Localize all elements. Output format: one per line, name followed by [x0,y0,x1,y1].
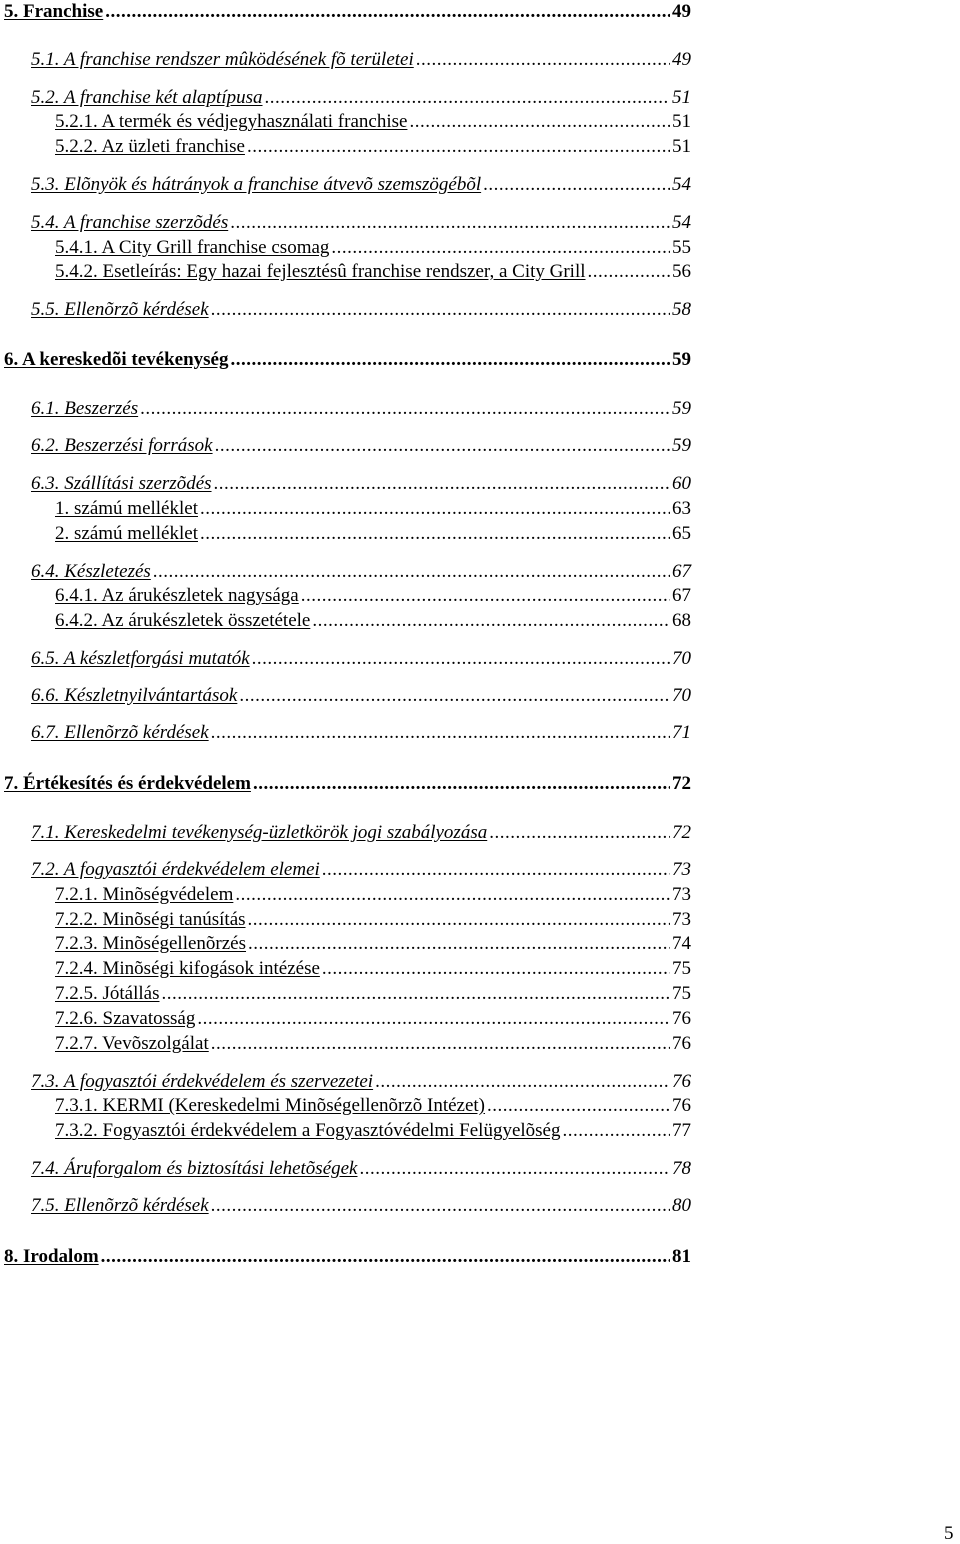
toc-entry-page: 59 [672,398,691,419]
toc-entry[interactable] [55,883,691,907]
toc-entry-title[interactable]: 7.4. Áruforgalom és biztosítási lehetõségek [31,1158,358,1179]
toc-entry[interactable] [55,497,691,521]
toc-entry[interactable] [55,236,691,260]
toc-entry[interactable] [31,48,691,72]
toc-entry-title[interactable]: 7.2.7. Vevõszolgálat [55,1033,209,1054]
toc-entry[interactable] [31,397,691,421]
toc-entry-title[interactable]: 5.2.1. A termék és védjegyhasználati franchise [55,111,408,132]
dot-leader [265,86,670,110]
toc-entry-page: 60 [672,473,691,494]
toc-entry[interactable] [4,1245,691,1269]
dot-leader [211,721,670,745]
toc-entry-title[interactable]: 5.4. A franchise szerzõdés [31,212,229,233]
dot-leader [230,348,670,372]
toc-entry[interactable] [31,858,691,882]
toc-entry[interactable] [55,908,691,932]
toc-entry-title[interactable]: 7.2.5. Jótállás [55,983,160,1004]
toc-entry-title[interactable]: 6.5. A készletforgási mutatók [31,648,250,669]
toc-entry-page: 67 [672,561,691,582]
toc-entry-page: 56 [672,261,691,282]
toc-entry-page: 71 [672,722,691,743]
toc-entry-title[interactable]: 2. számú melléklet [55,523,198,544]
dot-leader [211,298,670,322]
page-number: 5 [944,1523,954,1544]
toc-entry-page: 68 [672,610,691,631]
toc-entry[interactable] [31,1194,691,1218]
dot-leader [375,1070,670,1094]
dot-leader [162,982,671,1006]
toc-entry-page: 76 [672,1071,691,1092]
toc-entry-title[interactable]: 7.2.1. Minõségvédelem [55,884,234,905]
dot-leader [235,883,670,907]
dot-leader [239,684,670,708]
toc-entry-title[interactable]: 7.1. Kereskedelmi tevékenység-üzletkörök jogi szabályozása [31,822,488,843]
toc-entry-title[interactable]: 8. Irodalom [4,1246,99,1267]
dot-leader [409,110,670,134]
toc-entry-page: 76 [672,1008,691,1029]
toc-entry[interactable] [31,472,691,496]
toc-entry-title[interactable]: 7.3.2. Fogyasztói érdekvédelem a Fogyasztóvédelmi Felügyelõség [55,1120,561,1141]
toc-entry-page: 55 [672,237,691,258]
toc-entry-title[interactable]: 5.5. Ellenõrzõ kérdések [31,299,209,320]
toc-entry[interactable] [55,584,691,608]
dot-leader [301,584,670,608]
dot-leader [588,260,670,284]
dot-leader [140,397,670,421]
toc-entry-title[interactable]: 5.1. A franchise rendszer mûködésének fõ területei [31,49,414,70]
toc-entry-page: 49 [672,1,691,22]
toc-entry[interactable] [55,1007,691,1031]
toc-entry-page: 51 [672,87,691,108]
toc-entry-page: 70 [672,685,691,706]
toc-entry-page: 59 [672,349,691,370]
toc-entry[interactable] [55,110,691,134]
toc-entry-page: 76 [672,1095,691,1116]
toc-entry-page: 72 [672,822,691,843]
dot-leader [105,0,670,24]
toc-entry[interactable] [31,173,691,197]
toc-entry-title[interactable]: 7.5. Ellenõrzõ kérdések [31,1195,209,1216]
toc-entry-page: 73 [672,884,691,905]
toc-entry-title[interactable]: 6.3. Szállítási szerzõdés [31,473,212,494]
toc-entry[interactable] [31,821,691,845]
toc-entry-page: 80 [672,1195,691,1216]
toc-entry-title[interactable]: 7.2.6. Szavatosság [55,1008,196,1029]
toc-entry-page: 75 [672,958,691,979]
toc-entry-page: 67 [672,585,691,606]
toc-entry-title[interactable]: 6.1. Beszerzés [31,398,139,419]
toc-entry[interactable] [55,522,691,546]
toc-entry-page: 74 [672,933,691,954]
toc-entry[interactable] [55,1032,691,1056]
toc-entry[interactable] [55,982,691,1006]
toc-entry[interactable] [4,772,691,796]
dot-leader [322,858,670,882]
toc-entry-title[interactable]: 5. Franchise [4,1,104,22]
toc-entry[interactable] [31,684,691,708]
toc-entry-page: 65 [672,523,691,544]
dot-leader [214,472,670,496]
toc-entry[interactable] [4,348,691,372]
dot-leader [211,1194,670,1218]
toc-entry-title[interactable]: 5.3. Elõnyök és hátrányok a franchise átvevõ szemszögébõl [31,174,482,195]
toc-entry-title[interactable]: 5.2.2. Az üzleti franchise [55,136,245,157]
toc-entry[interactable] [31,721,691,745]
toc-entry-title[interactable]: 6.4.1. Az árukészletek nagysága [55,585,299,606]
toc-entry-title[interactable]: 5.2. A franchise két alaptípusa [31,87,263,108]
toc-entry[interactable] [31,560,691,584]
toc-entry-title[interactable]: 6.6. Készletnyilvántartások [31,685,238,706]
toc-entry[interactable] [55,609,691,633]
toc-entry-title[interactable]: 7.3.1. KERMI (Kereskedelmi Minõségellenõrzõ Intézet) [55,1095,486,1116]
dot-leader [312,609,670,633]
dot-leader [230,211,670,235]
dot-leader [153,560,670,584]
dot-leader [211,1032,670,1056]
toc-entry[interactable] [55,260,691,284]
toc-entry-title[interactable]: 7.2.3. Minõségellenõrzés [55,933,247,954]
dot-leader [322,957,670,981]
dot-leader [197,1007,670,1031]
dot-leader [200,497,670,521]
toc-entry[interactable] [4,0,691,24]
dot-leader [200,522,670,546]
dot-leader [101,1245,670,1269]
toc-entry[interactable] [31,1070,691,1094]
toc-entry-title[interactable]: 5.4.2. Esetleírás: Egy hazai fejlesztésû franchise rendszer, a City Grill [55,261,586,282]
toc-entry-page: 76 [672,1033,691,1054]
toc-entry-page: 73 [672,859,691,880]
dot-leader [360,1157,671,1181]
toc-entry-page: 51 [672,136,691,157]
toc-entry-title[interactable]: 6.2. Beszerzési források [31,435,213,456]
toc-entry-title[interactable]: 6. A kereskedõi tevékenység [4,349,229,370]
toc-entry-title[interactable]: 6.4. Készletezés [31,561,151,582]
dot-leader [489,821,670,845]
toc-entry-page: 58 [672,299,691,320]
toc-entry-page: 81 [672,1246,691,1267]
toc-entry[interactable] [55,1119,691,1143]
toc-entry-page: 51 [672,111,691,132]
toc-entry[interactable] [31,211,691,235]
toc-entry-title[interactable]: 6.4.2. Az árukészletek összetétele [55,610,311,631]
toc-entry-page: 70 [672,648,691,669]
toc-entry-title[interactable]: 7.2.4. Minõségi kifogások intézése [55,958,320,979]
toc-entry[interactable] [31,434,691,458]
toc-entry-title[interactable]: 7.3. A fogyasztói érdekvédelem és szervezetei [31,1071,374,1092]
dot-leader [248,932,670,956]
toc-entry-title[interactable]: 7.2.2. Minõségi tanúsítás [55,909,246,930]
toc-entry-title[interactable]: 7.2. A fogyasztói érdekvédelem elemei [31,859,320,880]
toc-entry[interactable] [55,932,691,956]
toc-entry[interactable] [55,135,691,159]
toc-entry-page: 75 [672,983,691,1004]
dot-leader [253,772,670,796]
dot-leader [487,1094,670,1118]
dot-leader [331,236,670,260]
toc-entry-page: 63 [672,498,691,519]
toc-entry-page: 54 [672,174,691,195]
toc-entry-page: 73 [672,909,691,930]
toc-entry-page: 59 [672,435,691,456]
toc-entry[interactable] [31,86,691,110]
toc-entry-page: 49 [672,49,691,70]
toc-entry-page: 72 [672,773,691,794]
toc-entry[interactable] [55,1094,691,1118]
dot-leader [248,908,670,932]
toc-entry[interactable] [31,647,691,671]
toc-entry-page: 78 [672,1158,691,1179]
dot-leader [563,1119,671,1143]
dot-leader [416,48,670,72]
toc-entry-page: 77 [672,1120,691,1141]
toc-entry-title[interactable]: 7. Értékesítés és érdekvédelem [4,773,251,794]
dot-leader [215,434,670,458]
toc-entry[interactable] [31,1157,691,1181]
toc-entry[interactable] [55,957,691,981]
toc-entry-title[interactable]: 1. számú melléklet [55,498,198,519]
toc-entry-title[interactable]: 5.4.1. A City Grill franchise csomag [55,237,330,258]
dot-leader [247,135,670,159]
toc-entry-page: 54 [672,212,691,233]
dot-leader [252,647,670,671]
dot-leader [483,173,670,197]
toc-entry-title[interactable]: 6.7. Ellenõrzõ kérdések [31,722,209,743]
toc-entry[interactable] [31,298,691,322]
